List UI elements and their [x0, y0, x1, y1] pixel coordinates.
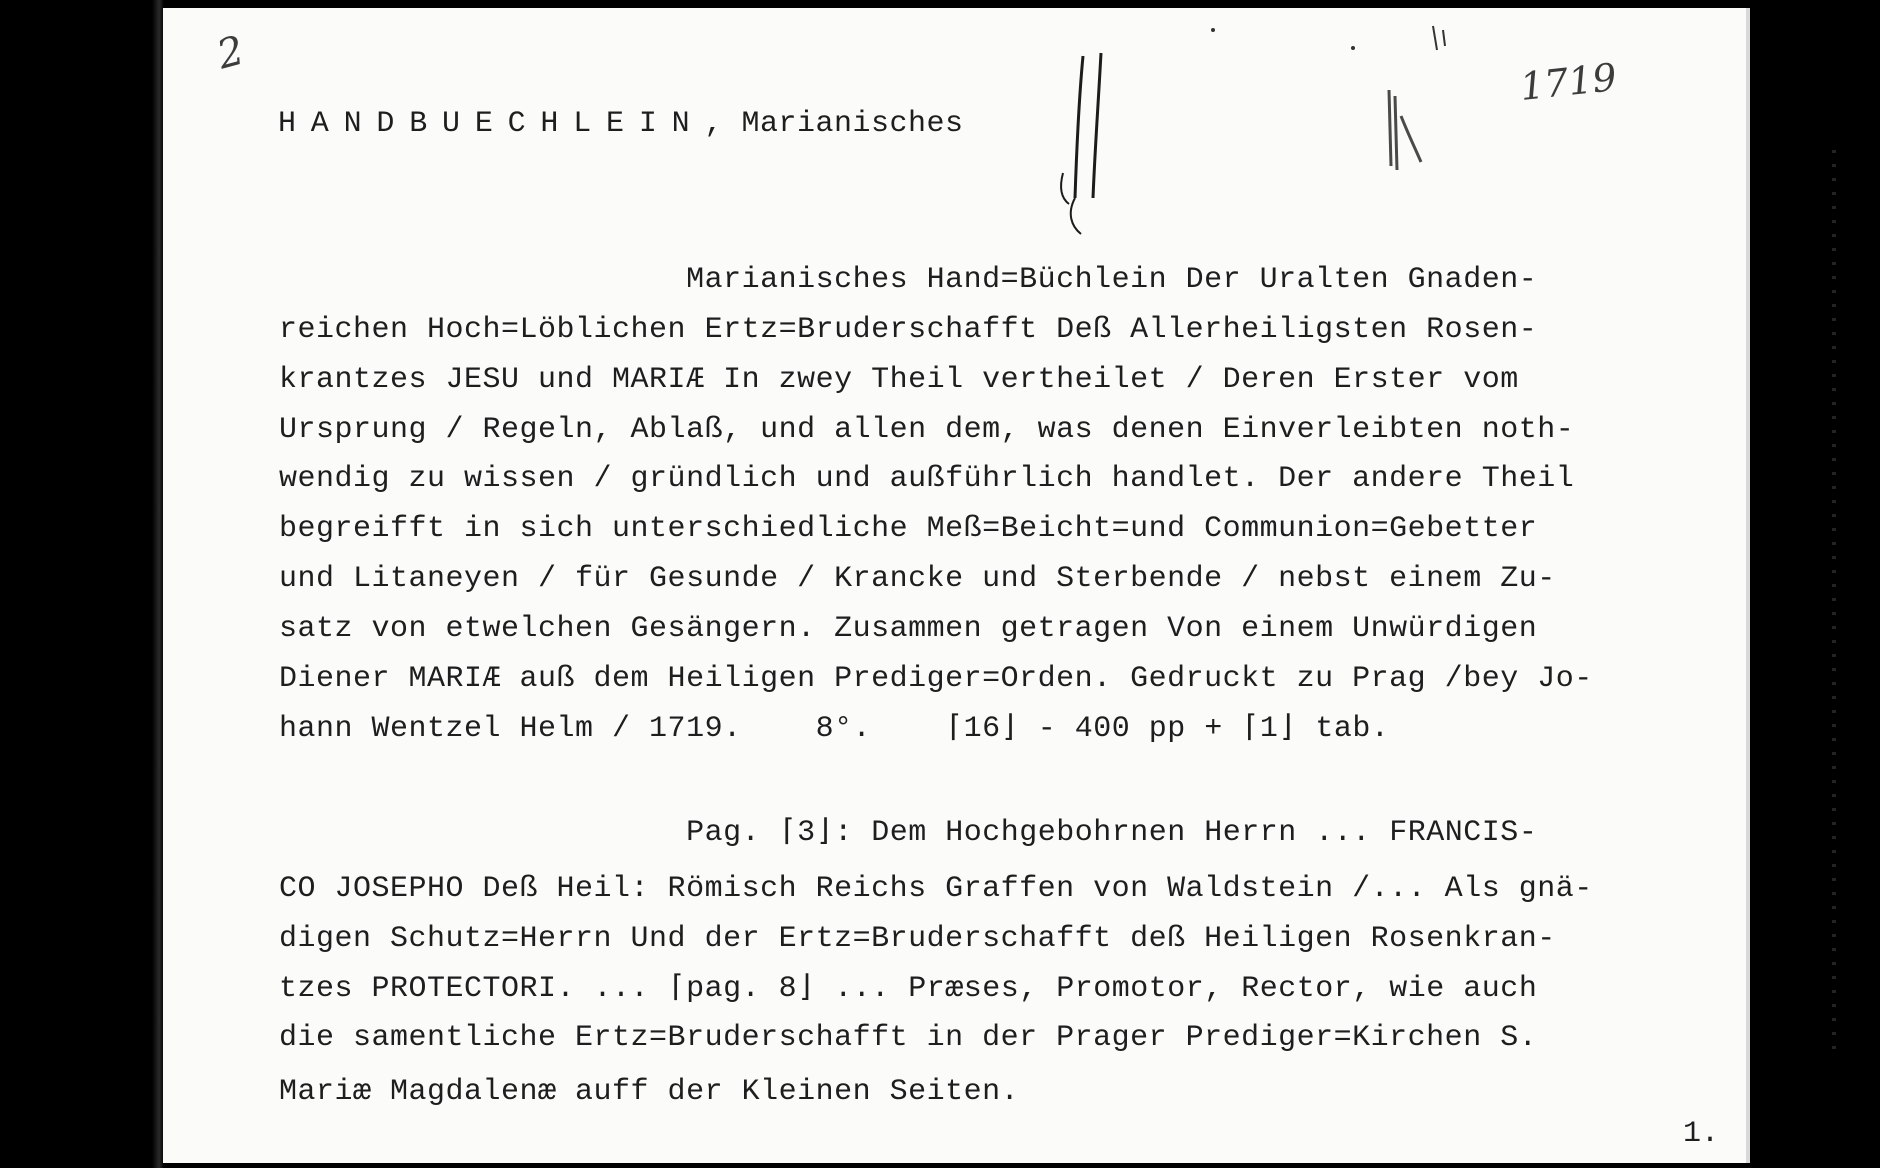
scan-border-right	[1746, 8, 1750, 1163]
body-line-5: wendig zu wissen / gründlich und außführlich handlet. Der andere Theil	[279, 462, 1575, 496]
body-line-4: Ursprung / Regeln, Ablaß, und allen dem, was denen Einverleibten noth-	[279, 413, 1575, 447]
body-line-14: digen Schutz=Herrn Und der Ertz=Bruderschafft deß Heiligen Rosenkran-	[279, 922, 1556, 956]
card-heading	[278, 109, 964, 139]
body-line-12: Pag. ⌈3⌋: Dem Hochgebohrnen Herrn ... FRANCIS-	[279, 816, 1538, 850]
body-line-3: krantzes JESU und MARIÆ In zwey Theil vertheilet / Deren Erster vom	[279, 363, 1519, 397]
heading-title: HANDBUECHLEIN	[278, 107, 705, 141]
heading-subtitle: , Marianisches	[704, 107, 964, 141]
body-line-10: hann Wentzel Helm / 1719. 8°. ⌈16⌋ - 400 pp + ⌈1⌋ tab.	[279, 712, 1390, 746]
corner-number-note: 2	[212, 27, 249, 79]
year-handwritten-note: 1719	[1517, 55, 1619, 109]
body-line-17: Mariæ Magdalenæ auff der Kleinen Seiten.	[279, 1075, 1020, 1109]
body-line-9: Diener MARIÆ auß dem Heiligen Prediger=Orden. Gedruckt zu Prag /bey Jo-	[279, 662, 1593, 696]
ink-smudge-mark	[1381, 86, 1431, 176]
body-line-16: die samentliche Ertz=Bruderschafft in der Prager Prediger=Kirchen S.	[279, 1021, 1538, 1055]
catalog-card	[163, 8, 1747, 1163]
body-line-13: CO JOSEPHO Deß Heil: Römisch Reichs Graffen von Waldstein /... Als gnä-	[279, 872, 1593, 906]
page-number: 1.	[1683, 1117, 1720, 1151]
body-line-8: satz von etwelchen Gesängern. Zusammen getragen Von einem Unwürdigen	[279, 612, 1538, 646]
scan-specks-mark	[1193, 20, 1513, 60]
body-line-6: begreifft in sich unterschiedliche Meß=Beicht=und Communion=Gebetter	[279, 512, 1538, 546]
body-line-1: Marianisches Hand=Büchlein Der Uralten Gnaden-	[279, 263, 1538, 297]
pencil-strokes-mark	[1053, 48, 1123, 238]
body-line-15: tzes PROTECTORI. ... ⌈pag. 8⌋ ... Præses, Promotor, Rector, wie auch	[279, 972, 1538, 1006]
body-line-7: und Litaneyen / für Gesunde / Krancke und Sterbende / nebst einem Zu-	[279, 562, 1556, 596]
body-line-2: reichen Hoch=Löblichen Ertz=Bruderschafft Deß Allerheiligsten Rosen-	[279, 313, 1538, 347]
scan-edge-dots	[1832, 150, 1836, 1050]
